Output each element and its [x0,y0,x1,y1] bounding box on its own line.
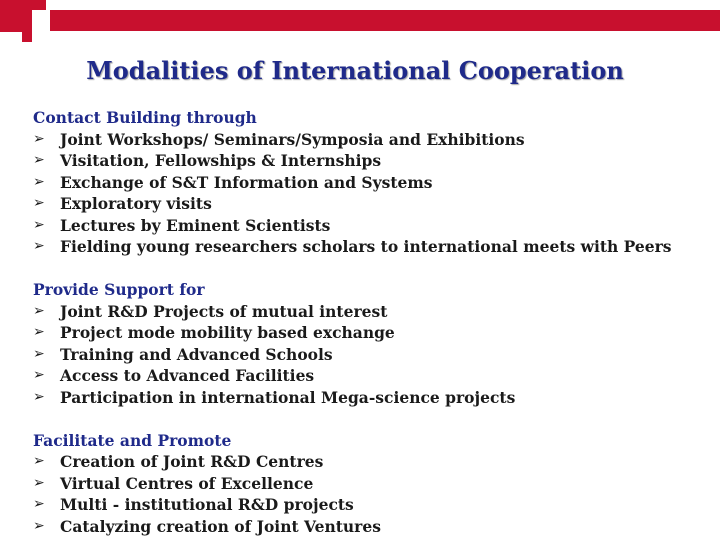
header-accent-bar [50,10,720,31]
list-item [33,236,713,258]
list-item [33,473,713,495]
list-item-text: Project mode mobility based exchange [60,323,395,342]
list-item-text: Fielding young researchers scholars to international meets with Peers [60,237,672,256]
list-item [33,365,713,387]
slide-content [33,107,713,540]
arrow-bullet-icon: ➢ [33,173,45,190]
arrow-bullet-icon: ➢ [33,453,45,469]
list-item [33,516,713,538]
arrow-bullet-icon: ➢ [33,345,45,362]
arrow-bullet-icon: ➢ [33,496,45,512]
section-provide-support [33,279,713,408]
section-contact-building [33,107,713,258]
list-item-text: Visitation, Fellowships & Internships [60,151,382,170]
arrow-bullet-icon: ➢ [33,130,45,147]
corner-decoration-notch [32,0,46,10]
list-item [33,494,713,516]
list-item [33,387,713,409]
list-item-text: Participation in international Mega-science projects [60,387,516,407]
list-item-text: Joint R&D Projects of mutual interest [60,301,388,321]
list-item [33,322,713,344]
corner-decoration-stem [22,0,32,42]
list-item [33,193,713,215]
section-heading: Contact Building through [33,108,257,127]
list-item [33,451,713,473]
arrow-bullet-icon: ➢ [33,238,45,254]
list-item-text: Creation of Joint R&D Centres [60,452,324,471]
arrow-bullet-icon: ➢ [33,195,45,211]
arrow-bullet-icon: ➢ [33,517,45,534]
list-item-text: Exploratory visits [60,194,212,213]
section-heading: Facilitate and Promote [33,430,232,450]
arrow-bullet-icon: ➢ [33,152,45,168]
section-facilitate-promote [33,430,713,538]
list-item-text: Catalyzing creation of Joint Ventures [60,516,381,536]
slide-title: Modalities of International Cooperation [86,56,624,85]
list-item-text: Training and Advanced Schools [60,344,333,364]
list-item-text: Multi - institutional R&D projects [60,495,354,514]
list-item-text: Access to Advanced Facilities [60,366,315,385]
arrow-bullet-icon: ➢ [33,324,45,340]
arrow-bullet-icon: ➢ [33,388,45,405]
list-item-text: Virtual Centres of Excellence [60,473,314,493]
list-item-text: Joint Workshops/ Seminars/Symposia and Exhibitions [60,129,525,149]
list-item-text: Exchange of S&T Information and Systems [60,172,433,192]
arrow-bullet-icon: ➢ [33,302,45,319]
list-item [33,301,713,323]
list-item [33,344,713,366]
arrow-bullet-icon: ➢ [33,474,45,491]
list-item [33,172,713,194]
arrow-bullet-icon: ➢ [33,216,45,233]
list-item [33,215,713,237]
corner-decoration-block [0,0,22,32]
list-item-text: Lectures by Eminent Scientists [60,215,331,235]
arrow-bullet-icon: ➢ [33,367,45,383]
list-item [33,129,713,151]
section-heading: Provide Support for [33,280,205,299]
list-item [33,150,713,172]
